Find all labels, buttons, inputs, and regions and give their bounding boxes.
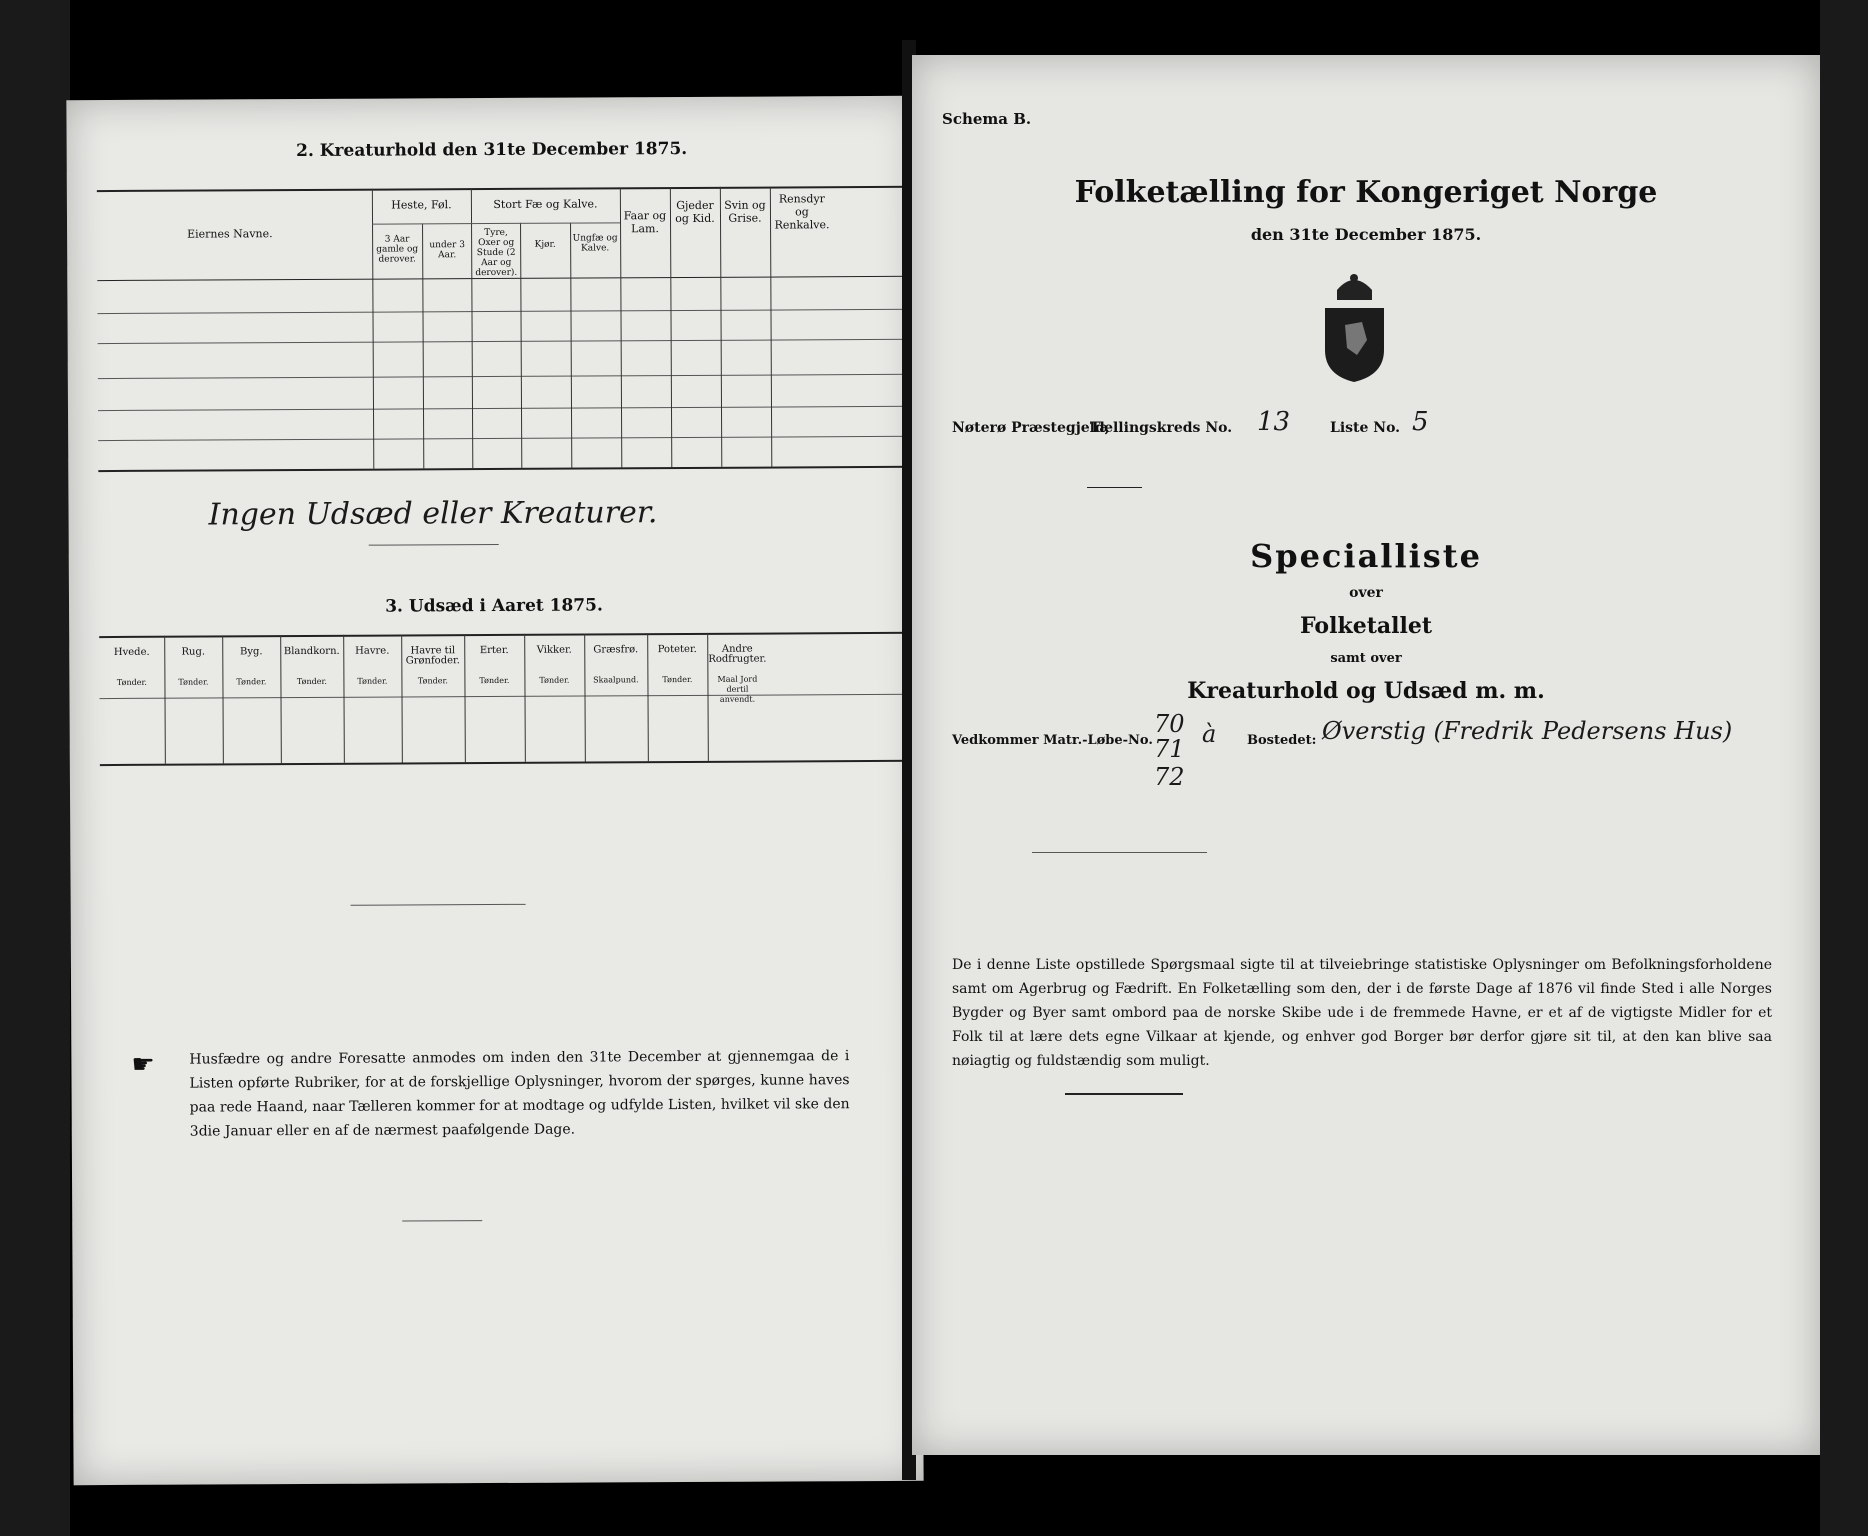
schema-label: Schema B. (942, 110, 1032, 128)
right-dark-edge (1820, 0, 1868, 1536)
crop-header-name: Blandkorn. (283, 645, 340, 658)
crop-header-name: Havre til Grønfoder. (405, 645, 460, 667)
notice-text: Husfædre og andre Foresatte anmodes om inden den 31te December at gjennemgaa de i Listen opførte Rubriker, for at de forskjellige Oplysninger, hvorom der spørges, kunne haves paa rede Haand, naar Tælleren kommer for at modtage og udfylde Listen, hvilket vil ske den 3die Januar eller en af de nærmest paafølgende Dage. (189, 1048, 850, 1140)
crop-header-unit: Tønder. (178, 677, 209, 687)
crop-header-unit: Tønder. (479, 675, 510, 686)
crop-header-unit: Tønder. (236, 677, 267, 687)
crop-headers (66, 96, 916, 100)
over-1: over (1349, 585, 1383, 601)
coat-of-arms-icon (1317, 270, 1392, 385)
matr-value-b: 71 (1154, 735, 1185, 763)
section3-title: 3. Udsæd i Aaret 1875. (385, 595, 603, 617)
header-goats: Gjeder og Kid. (675, 198, 715, 226)
matr-value-c: 72 (1154, 763, 1185, 791)
crop-header-name: Havre. (355, 645, 390, 657)
header-owner: Eiernes Navne. (187, 227, 273, 241)
crop-header-name: Hvede. (113, 646, 150, 658)
list-label: Liste No. (1330, 420, 1401, 436)
matr-value-a: 70 (1154, 710, 1185, 738)
crop-header-unit: Skaalpund. (593, 675, 639, 685)
crop-header-name: Erter. (479, 644, 509, 657)
header-sheep: Faar og Lam. (623, 209, 667, 236)
crop-header-unit: Tønder. (662, 674, 693, 685)
right-page (912, 55, 1820, 1455)
header-cattle: Stort Fæ og Kalve. (493, 197, 598, 212)
left-page (66, 96, 923, 1485)
district-label: Tællingskreds No. (1090, 420, 1233, 436)
header-reindeer: Rensdyr og Renkalve. (774, 192, 830, 232)
specialliste-heading: Specialliste (1250, 537, 1482, 575)
crop-header-name: Byg. (239, 646, 263, 658)
crop-header-unit: Tønder. (539, 675, 570, 685)
matr-label: Vedkommer Matr.-Løbe-No. (952, 733, 1153, 748)
crop-header-unit: Tønder. (417, 676, 448, 686)
bosted-label: Bostedet: (1247, 733, 1317, 748)
header-horses: Heste, Føl. (391, 198, 452, 212)
samt-over: samt over (1330, 651, 1402, 666)
crop-header-unit: Tønder. (296, 676, 327, 687)
handwritten-note: Ingen Udsæd eller Kreaturer. (208, 495, 658, 533)
header-cattle-a: Tyre, Oxer og Stude (2 Aar og derover). (475, 227, 518, 279)
crop-header-name: Andre Rodfrugter. (708, 643, 767, 665)
page-title: Folketælling for Kongeriget Norge (1074, 175, 1658, 210)
section2-title: 2. Kreaturhold den 31te December 1875. (296, 138, 688, 162)
date-line: den 31te December 1875. (1250, 225, 1482, 244)
crop-header-name: Græsfrø. (593, 644, 639, 656)
district-value: 13 (1257, 407, 1291, 437)
pointing-hand-icon: ☛ (131, 1049, 155, 1080)
kreaturhold-line: Kreaturhold og Udsæd m. m. (1187, 678, 1545, 704)
list-value: 5 (1412, 407, 1429, 437)
folketallet: Folketallet (1300, 613, 1432, 639)
bosted-value: Øverstig (Fredrik Pedersens Hus) (1322, 717, 1733, 745)
header-pigs: Svin og Grise. (724, 198, 766, 225)
header-horses-a: 3 Aar gamle og derover. (376, 234, 419, 265)
crop-header-unit: Tønder. (357, 676, 388, 686)
crop-header-unit: Maal Jord dertil anvendt. (717, 674, 758, 704)
header-cattle-b: Kjør. (534, 239, 556, 250)
parish-label: Nøterø Præstegjeld, (952, 420, 1110, 436)
matr-suffix: à (1202, 720, 1217, 748)
crop-header-unit: Tønder. (116, 677, 147, 687)
header-cattle-c: Ungfæ og Kalve. (572, 233, 618, 254)
footer-text: De i denne Liste opstillede Spørgsmaal sigte til at tilveiebringe statistiske Oplysninger om Befolkningsforholdene samt om Agerbrug og Fædrift. En Folketælling som den, der i de første Dage af 1876 vil finde Sted i alle Norges Bygder og Byer samt ombord paa de norske Skibe ude i de fremmede Havne, er et af de vigtigste Midler for et Folk til at lære dets egne Vilkaar at kjende, og enhver god Borger bør derfor gjøre sit til, at den kan blive saa nøiagtig og fuldstændig som muligt. (952, 957, 1772, 1069)
left-dark-edge (0, 0, 70, 1536)
crop-header-name: Rug. (181, 646, 206, 658)
crop-header-name: Vikker. (536, 644, 572, 656)
crop-header-name: Poteter. (657, 643, 697, 656)
header-horses-b: under 3 Aar. (429, 240, 465, 261)
